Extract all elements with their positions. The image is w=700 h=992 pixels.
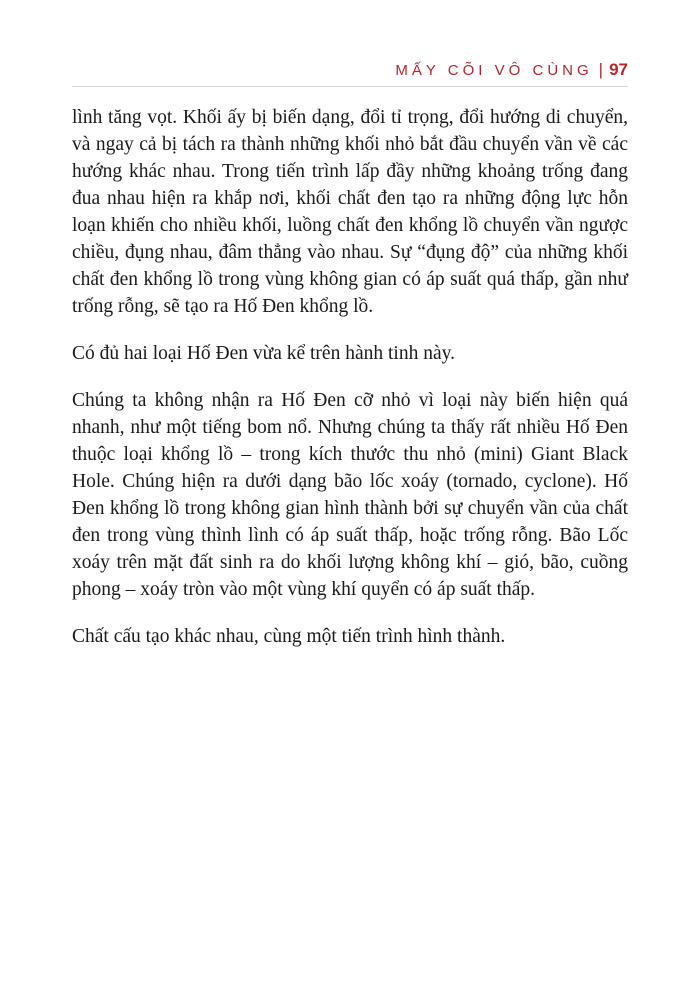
paragraph-3: Chúng ta không nhận ra Hố Đen cỡ nhỏ vì loại này biến hiện quá nhanh, như một tiếng bom nổ. Nhưng chúng ta thấy rất nhiều Hố Đen thuộc loại khổng lồ – trong kích thước thu nhỏ (mini) Giant Black Hole. Chúng hiện ra dưới dạng bão lốc xoáy (tornado, cyclone). Hố Đen khổng lồ trong không gian hình thành bởi sự chuyển vần của chất đen trong vùng thình lình có áp suất thấp, hoặc trống rỗng. Bão Lốc xoáy trên mặt đất sinh ra do khối lượng không khí – gió, bão, cuồng phong – xoáy tròn vào một vùng khí quyển có áp suất thấp. <box>72 390 628 600</box>
paragraph-1: lình tăng vọt. Khối ấy bị biến dạng, đổi tỉ trọng, đổi hướng di chuyển, và ngay cả bị tách ra thành những khối nhỏ bắt đầu chuyển vần về các hướng khác nhau. Trong tiến trình lấp đầy những khoảng trống đang đua nhau hiện ra khắp nơi, khối chất đen tạo ra những động lực hỗn loạn khiến cho nhiều khối, luồng chất đen khổng lồ chuyển vần ngược chiều, đụng nhau, đâm thẳng vào nhau. Sự “đụng độ” của những khối chất đen khổng lồ trong vùng không gian có áp suất quá thấp, gần như trống rỗng, sẽ tạo ra Hố Đen khổng lồ. <box>72 107 628 317</box>
running-header <box>395 60 628 80</box>
body-text <box>72 104 628 670</box>
header-separator: | <box>598 60 604 79</box>
page-number: 97 <box>609 60 628 79</box>
paragraph-2: Có đủ hai loại Hố Đen vừa kể trên hành tinh này. <box>72 343 455 364</box>
paragraph-4: Chất cấu tạo khác nhau, cùng một tiến trình hình thành. <box>72 626 506 647</box>
header-rule <box>72 86 628 87</box>
running-title: MẤY CÕI VÔ CÙNG <box>395 62 593 79</box>
